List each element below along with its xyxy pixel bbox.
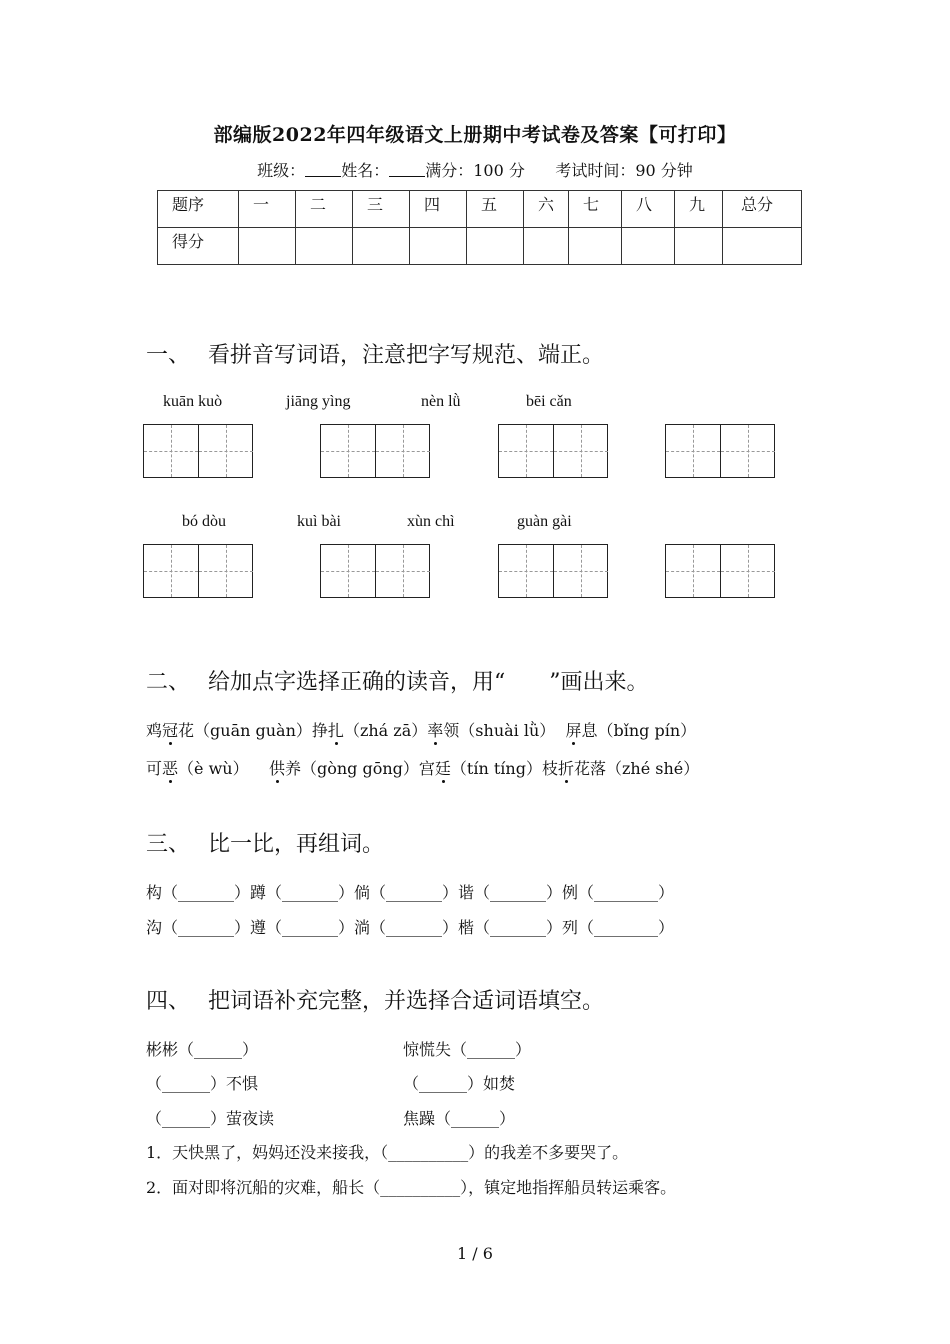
reading-item — [542, 759, 699, 778]
pinyin-options[interactable]: 息（bǐng pín） — [581, 721, 697, 740]
char-cell[interactable] — [144, 545, 199, 597]
score-input-cell[interactable] — [353, 228, 410, 265]
section-title: 比一比，再组词。 — [208, 832, 385, 857]
section-2-heading — [146, 665, 649, 696]
table-cell: 九 — [675, 191, 723, 228]
idiom-fill[interactable]: 彬彬（______） — [146, 1040, 259, 1059]
score-input-cell[interactable] — [723, 228, 802, 265]
pinyin-options[interactable]: 花落（zhé shé） — [574, 759, 700, 778]
page-number: 1 / 6 — [457, 1244, 493, 1263]
writing-box[interactable] — [665, 544, 775, 598]
section-number: 二、 — [146, 670, 191, 695]
score-input-cell[interactable] — [410, 228, 467, 265]
word-compare-line-1[interactable]: 构（_______）蹲（_______）倘（_______）谐（_______）例（________） — [146, 883, 675, 902]
dotted-char: 廷 — [434, 759, 451, 778]
pinyin: kuān kuò — [163, 393, 223, 410]
reading-item — [565, 721, 696, 740]
pinyin: bēi cǎn — [526, 393, 572, 410]
text: 可 — [146, 759, 163, 778]
idiom-fill[interactable]: （______）萤夜读 — [146, 1109, 275, 1128]
char-cell[interactable] — [199, 425, 253, 477]
dotted-char: 率 — [427, 721, 444, 740]
idiom-fill[interactable]: 惊慌失（______） — [403, 1040, 532, 1059]
char-cell[interactable] — [321, 545, 376, 597]
dotted-char: 恶 — [162, 759, 179, 778]
table-cell: 题序 — [158, 191, 239, 228]
char-cell[interactable] — [376, 545, 430, 597]
dotted-char: 供 — [268, 759, 285, 778]
page-title: 部编版2022年四年级语文上册期中考试卷及答案【可打印】 — [213, 124, 737, 146]
section-title: 把词语补充完整，并选择合适词语填空。 — [208, 989, 605, 1014]
table-cell: 三 — [353, 191, 410, 228]
score-input-cell[interactable] — [296, 228, 353, 265]
name-blank — [389, 162, 425, 177]
pinyin: jiāng yìng — [286, 393, 351, 410]
table-cell: 得分 — [158, 228, 239, 265]
text: 鸡 — [146, 721, 163, 740]
table-cell: 七 — [569, 191, 622, 228]
name-label: 姓名： — [341, 161, 390, 180]
reading-line-2 — [146, 756, 699, 779]
score-input-cell[interactable] — [569, 228, 622, 265]
section-3-heading — [146, 827, 384, 858]
table-cell: 总分 — [723, 191, 802, 228]
idiom-fill[interactable]: 焦躁（______） — [403, 1109, 516, 1128]
dotted-char: 折 — [557, 759, 574, 778]
char-cell[interactable] — [554, 425, 608, 477]
idiom-fill[interactable]: （______）不惧 — [146, 1074, 259, 1093]
score-input-cell[interactable] — [467, 228, 524, 265]
pinyin-options[interactable]: 养（gòng gōng） — [284, 759, 419, 778]
pinyin-options[interactable]: 领（shuài lǜ） — [443, 721, 556, 740]
score-input-cell[interactable] — [622, 228, 675, 265]
dotted-char: 屏 — [565, 721, 582, 740]
score-input-cell[interactable] — [524, 228, 569, 265]
writing-box[interactable] — [665, 424, 775, 478]
pinyin-options[interactable]: （tín tíng） — [450, 759, 542, 778]
pinyin: xùn chì — [407, 513, 455, 530]
writing-box[interactable] — [320, 544, 430, 598]
table-cell: 二 — [296, 191, 353, 228]
reading-item — [419, 759, 542, 778]
pinyin: kuì bài — [297, 513, 341, 530]
char-cell[interactable] — [666, 545, 721, 597]
writing-box[interactable] — [143, 544, 253, 598]
writing-box[interactable] — [320, 424, 430, 478]
table-cell: 六 — [524, 191, 569, 228]
section-title: 给加点字选择正确的读音，用“ ”画出来。 — [208, 670, 649, 695]
exam-time: 考试时间：90 分钟 — [555, 161, 693, 180]
pinyin: guàn gài — [517, 513, 572, 530]
class-label: 班级： — [257, 161, 306, 180]
exam-info — [0, 158, 950, 181]
reading-item — [146, 721, 312, 740]
score-table — [157, 190, 802, 265]
char-cell[interactable] — [721, 545, 775, 597]
fill-question-2[interactable]: 2．面对即将沉船的灾难，船长（__________），镇定地指挥船员转运乘客。 — [146, 1178, 677, 1197]
char-cell[interactable] — [376, 425, 430, 477]
score-input-cell[interactable] — [239, 228, 296, 265]
char-cell[interactable] — [199, 545, 253, 597]
pinyin: bó dòu — [182, 513, 226, 530]
pinyin: nèn lǜ — [421, 393, 461, 410]
score-input-cell[interactable] — [675, 228, 723, 265]
section-number: 四、 — [146, 989, 191, 1014]
class-blank — [305, 162, 341, 177]
score-table-score-row — [158, 228, 802, 265]
text: 挣 — [311, 721, 328, 740]
idiom-fill[interactable]: （______）如焚 — [403, 1074, 516, 1093]
char-cell[interactable] — [554, 545, 608, 597]
dotted-char: 扎 — [327, 721, 344, 740]
score-table-header-row — [158, 191, 802, 228]
pinyin-options[interactable]: （è wù） — [178, 759, 249, 778]
reading-item — [146, 759, 249, 778]
fill-question-1[interactable]: 1．天快黑了，妈妈还没来接我，（__________）的我差不多要哭了。 — [146, 1143, 629, 1162]
reading-item — [427, 721, 555, 740]
table-cell: 八 — [622, 191, 675, 228]
reading-line-1 — [146, 718, 696, 741]
writing-box[interactable] — [498, 544, 608, 598]
table-cell: 一 — [239, 191, 296, 228]
reading-item — [312, 721, 427, 740]
text: 宫 — [418, 759, 435, 778]
dotted-char: 冠 — [162, 721, 179, 740]
char-cell[interactable] — [721, 425, 775, 477]
section-number: 三、 — [146, 832, 191, 857]
table-cell: 五 — [467, 191, 524, 228]
char-cell[interactable] — [499, 425, 554, 477]
reading-item — [269, 759, 419, 778]
text: 枝 — [541, 759, 558, 778]
section-number: 一、 — [146, 343, 191, 368]
word-compare-line-2[interactable]: 沟（_______）遵（_______）淌（_______）楷（_______）列（________） — [146, 918, 675, 937]
char-cell[interactable] — [499, 545, 554, 597]
full-score: 满分：100 分 — [425, 161, 525, 180]
section-1-heading — [146, 338, 604, 369]
char-cell[interactable] — [666, 425, 721, 477]
section-4-heading — [146, 984, 604, 1015]
section-title: 看拼音写词语，注意把字写规范、端正。 — [208, 343, 605, 368]
pinyin-options[interactable]: 花（guān guàn） — [178, 721, 312, 740]
pinyin-options[interactable]: （zhá zā） — [343, 721, 428, 740]
char-cell[interactable] — [321, 425, 376, 477]
char-cell[interactable] — [144, 425, 199, 477]
writing-box[interactable] — [498, 424, 608, 478]
table-cell: 四 — [410, 191, 467, 228]
writing-box[interactable] — [143, 424, 253, 478]
